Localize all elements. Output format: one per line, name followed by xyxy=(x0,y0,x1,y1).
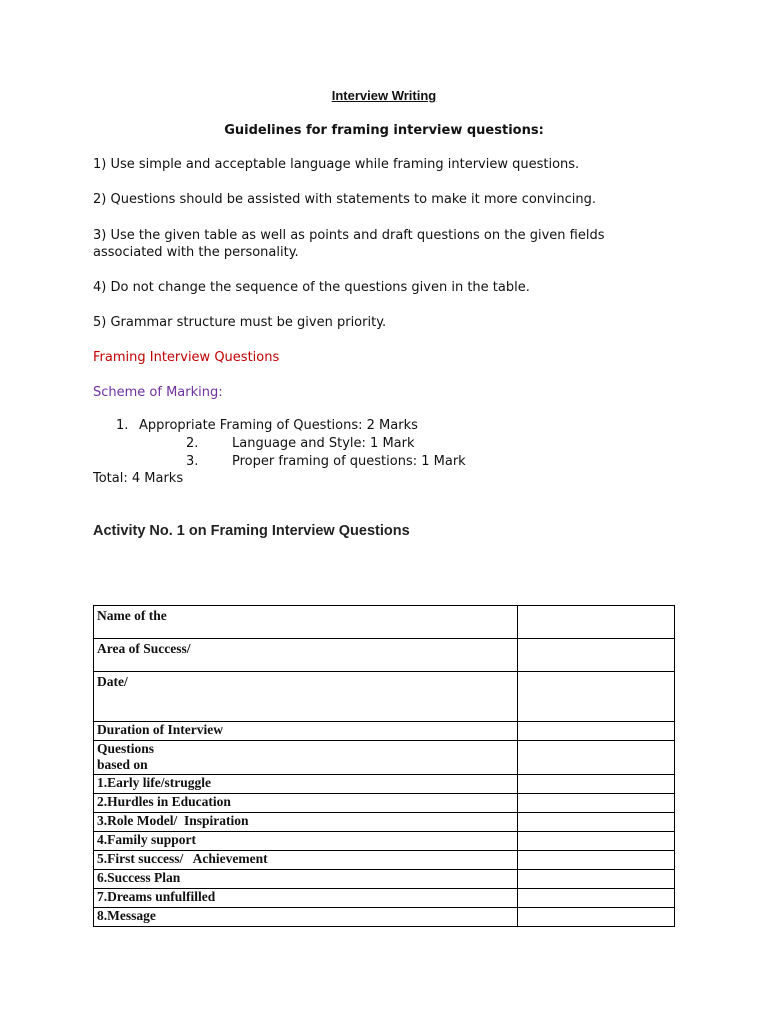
answer-cell[interactable] xyxy=(518,832,675,851)
row-label-q7: 7.Dreams unfulfilled xyxy=(94,889,518,908)
answer-cell[interactable] xyxy=(518,851,675,870)
table-row xyxy=(94,832,675,851)
row-label-q6: 6.Success Plan xyxy=(94,870,518,889)
row-label-name: Name of the xyxy=(94,606,518,639)
answer-cell[interactable] xyxy=(518,794,675,813)
table-row xyxy=(94,813,675,832)
table-row xyxy=(94,908,675,927)
answer-cell[interactable] xyxy=(518,639,675,672)
marking-num-2: 2. xyxy=(186,436,199,451)
guideline-1: 1) Use simple and acceptable language while framing interview questions. xyxy=(93,157,580,172)
marking-text-3: Proper framing of questions: 1 Mark xyxy=(232,454,466,469)
scheme-heading: Scheme of Marking: xyxy=(93,385,223,400)
table-row xyxy=(94,870,675,889)
marking-text-2: Language and Style: 1 Mark xyxy=(232,436,415,451)
table-row xyxy=(94,889,675,908)
table-row xyxy=(94,794,675,813)
row-label-duration: Duration of Interview xyxy=(94,722,518,741)
table-row xyxy=(94,639,675,672)
row-label-date: Date/ xyxy=(94,672,518,722)
document-title: Interview Writing xyxy=(331,88,437,103)
answer-cell[interactable] xyxy=(518,775,675,794)
guideline-5: 5) Grammar structure must be given priority. xyxy=(93,315,387,330)
marking-text-1: Appropriate Framing of Questions: 2 Marks xyxy=(139,418,418,433)
answer-cell[interactable] xyxy=(518,813,675,832)
row-label-questions: Questions based on xyxy=(94,741,518,775)
guidelines-heading: Guidelines for framing interview questions: xyxy=(224,123,544,138)
interview-table xyxy=(93,605,675,927)
answer-cell[interactable] xyxy=(518,889,675,908)
table-row xyxy=(94,672,675,722)
answer-cell[interactable] xyxy=(518,741,675,775)
section-heading: Framing Interview Questions xyxy=(93,350,280,365)
row-label-q2: 2.Hurdles in Education xyxy=(94,794,518,813)
answer-cell[interactable] xyxy=(518,722,675,741)
marking-num-3: 3. xyxy=(186,454,199,469)
answer-cell[interactable] xyxy=(518,908,675,927)
row-label-q4: 4.Family support xyxy=(94,832,518,851)
answer-cell[interactable] xyxy=(518,672,675,722)
guideline-4: 4) Do not change the sequence of the questions given in the table. xyxy=(93,280,530,295)
row-label-q1: 1.Early life/struggle xyxy=(94,775,518,794)
table-row xyxy=(94,851,675,870)
row-label-q8: 8.Message xyxy=(94,908,518,927)
guideline-2: 2) Questions should be assisted with statements to make it more convincing. xyxy=(93,192,596,207)
table-row xyxy=(94,741,675,775)
row-label-q5: 5.First success/ Achievement xyxy=(94,851,518,870)
answer-cell[interactable] xyxy=(518,870,675,889)
table-row xyxy=(94,775,675,794)
marking-num-1: 1. xyxy=(116,418,129,433)
row-label-q3: 3.Role Model/ Inspiration xyxy=(94,813,518,832)
guideline-3: 3) Use the given table as well as points and draft questions on the given fields associated with the personality. xyxy=(93,228,605,260)
row-label-area: Area of Success/ xyxy=(94,639,518,672)
table-row xyxy=(94,722,675,741)
answer-cell[interactable] xyxy=(518,606,675,639)
table-row xyxy=(94,606,675,639)
total-marks: Total: 4 Marks xyxy=(93,471,184,486)
activity-heading: Activity No. 1 on Framing Interview Questions xyxy=(93,523,410,539)
